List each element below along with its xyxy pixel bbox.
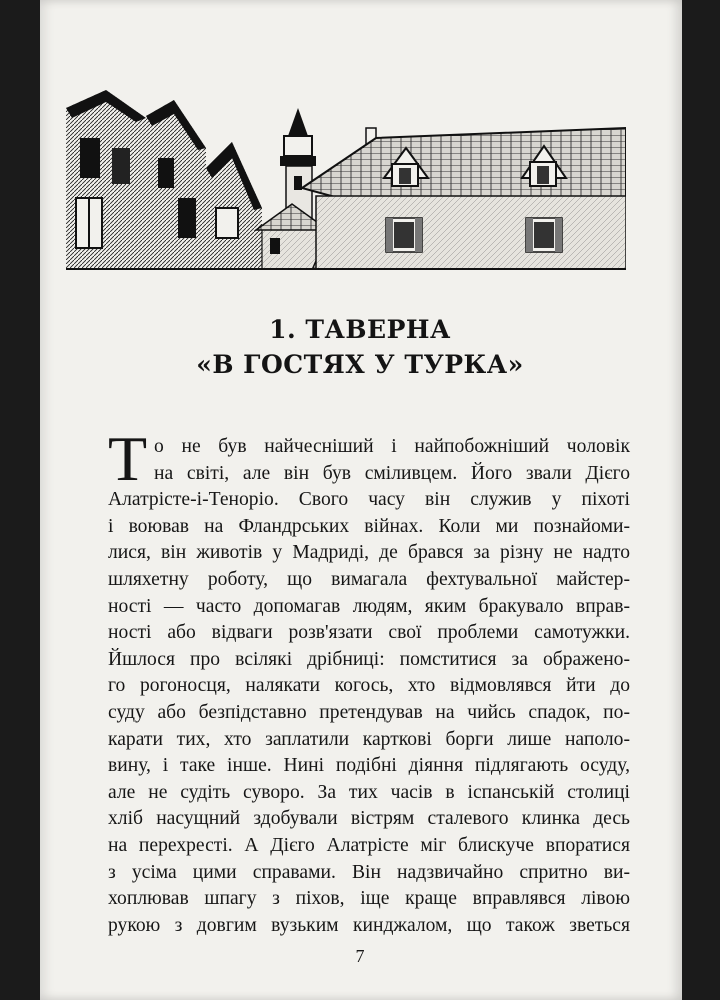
text-line: хліб насущний здобували вістрям сталевого клинка десь — [108, 808, 630, 830]
chapter-title — [0, 312, 720, 382]
text-line: але не судіть суворо. За тих часів в іспанській столиці — [108, 781, 630, 803]
page-number: 7 — [355, 946, 365, 966]
text-line: з усіма цими справами. Він надзвичайно спритно ви- — [108, 861, 630, 883]
text-line: карати тих, хто заплатили карткові борги лише наполо- — [108, 728, 630, 750]
text-line: Алатрісте-і-Теноріо. Свого часу він служив у піхоті — [108, 489, 630, 511]
text-line: хоплював шпагу з піхов, іще краще вправлявся лівою — [108, 888, 630, 910]
chapter-number-title: 1. ТАВЕРНА — [269, 315, 451, 344]
text-line: на перехресті. А Дієго Алатрісте міг блискуче впоратися — [108, 834, 630, 856]
text-line: рукою з довгим вузьким кинджалом, що також зветься — [108, 914, 630, 936]
chapter-subtitle: «В ГОСТЯХ У ТУРКА» — [196, 350, 524, 379]
text-line: го рогоносця, налякати когось, хто відмовлявся йти до — [108, 675, 630, 697]
text-line: шляхетну роботу, що вимагала фехтувальної майстер- — [108, 568, 630, 590]
text-line: лися, він животів у Мадриді, де брався за різну не надто — [108, 542, 630, 564]
text-line: ності або відваги розв'язати свої проблеми самотужки. — [108, 622, 630, 644]
text-line: суду або безпідставно претендував на чийсь спадок, по- — [108, 701, 630, 723]
text-line: ності — часто допомагав людям, яким бракувало вправ- — [108, 595, 630, 617]
text-line: вину, і таке інше. Нині подібні діяння підлягають осуду, — [108, 755, 630, 777]
drop-cap: Т — [108, 423, 148, 494]
text-line: о не був найчесніший і найпобожніший чоловік — [154, 436, 630, 457]
body-text — [108, 434, 630, 939]
text-line: Йшлося про всілякі дрібниці: помститися за ображено- — [108, 648, 630, 670]
town-street-illustration — [66, 88, 626, 270]
text-line: і воював на Фландрських війнах. Коли ми познайоми- — [108, 515, 630, 537]
text-line: на світі, але він був сміливцем. Його звали Дієго — [154, 462, 630, 484]
